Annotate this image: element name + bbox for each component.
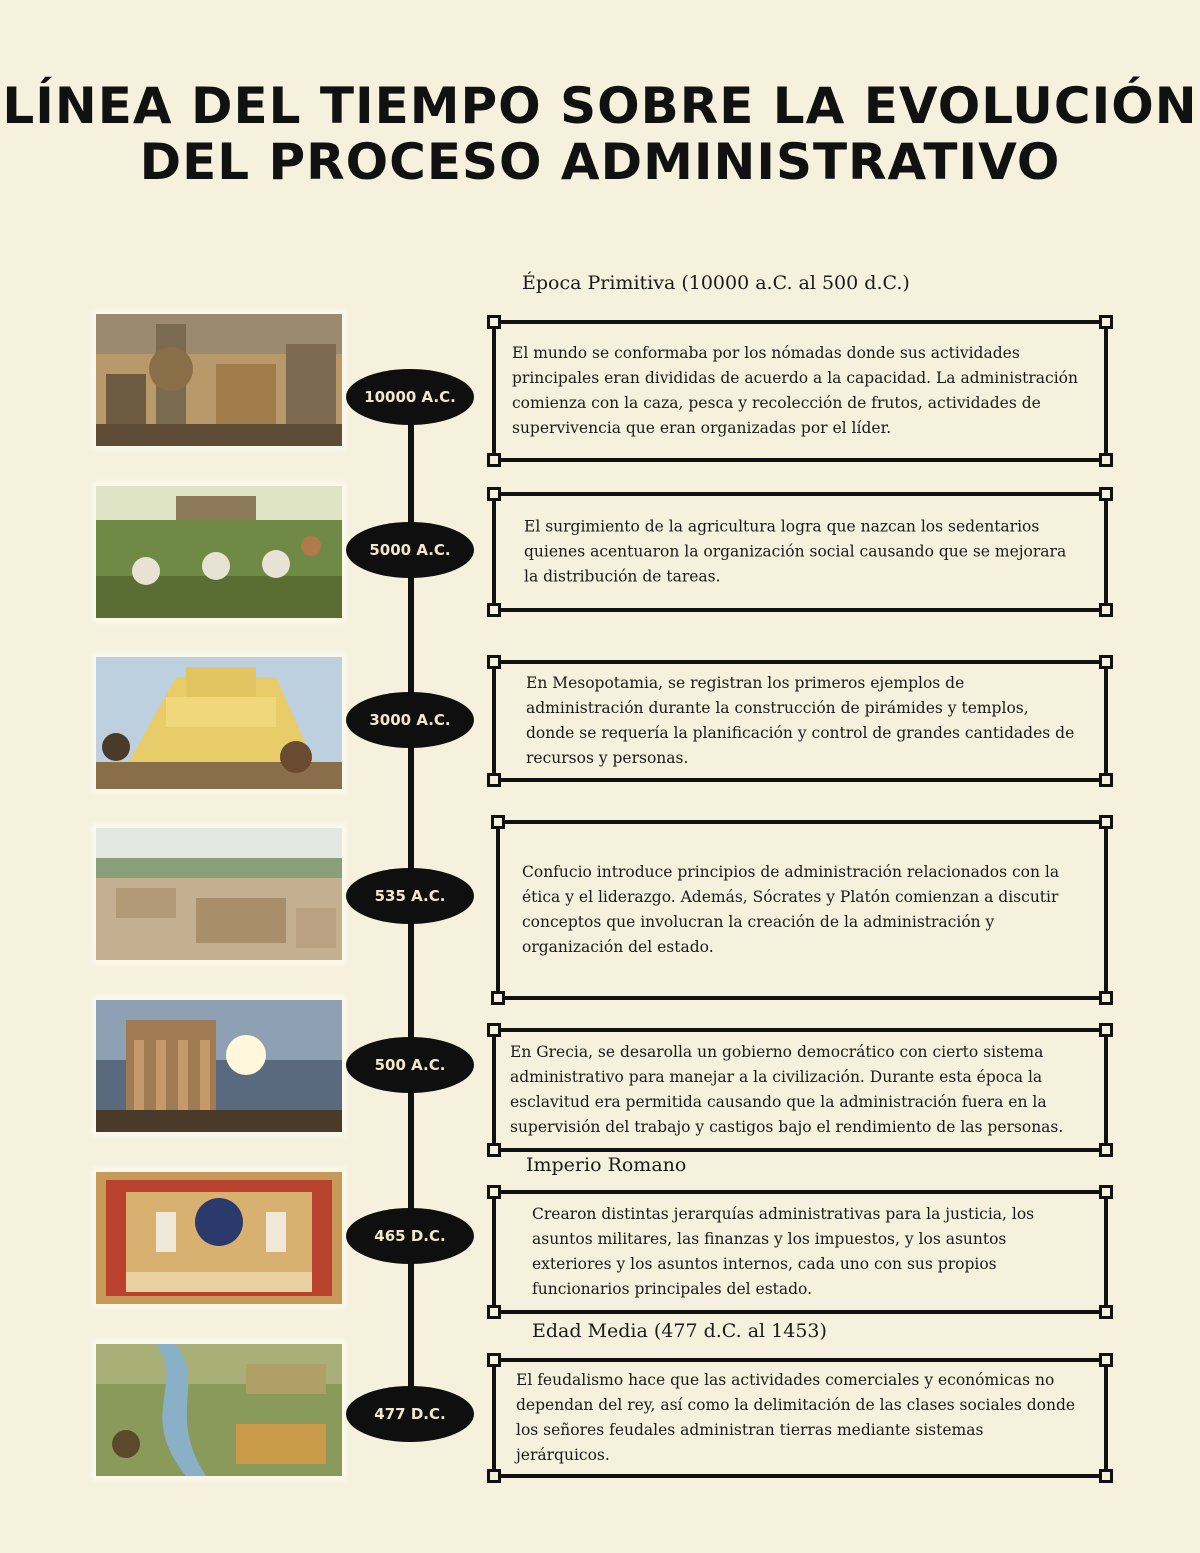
corner-ornament xyxy=(1099,1185,1113,1199)
corner-ornament xyxy=(491,991,505,1005)
corner-ornament xyxy=(491,815,505,829)
corner-ornament xyxy=(1099,773,1113,787)
event-text: En Grecia, se desarolla un gobierno democrático con cierto sistema administrativo para manejar a la civilización. Durante esta época la esclavitud era permitida causando que la administración fuera en la supervisión del trabajo y castigos bajo el rendimiento de las personas. xyxy=(510,1043,1064,1136)
date-pill: 500 A.C. xyxy=(346,1037,474,1093)
section-label-primitiva: Época Primitiva (10000 a.C. al 500 d.C.) xyxy=(522,272,910,294)
event-text: El feudalismo hace que las actividades comerciales y económicas no dependan del rey, así como la delimitación de las clases sociales donde los señores feudales administran tierras mediante sistemas jerárquicos. xyxy=(516,1371,1076,1464)
corner-ornament xyxy=(487,603,501,617)
image-medieval-fields xyxy=(96,1344,342,1476)
event-text: El surgimiento de la agricultura logra que nazcan los sedentarios quienes acentuaron la organización social causando que se mejorara la distribución de tareas. xyxy=(524,517,1067,586)
image-roman-mosaic xyxy=(96,1172,342,1304)
date-pill: 535 A.C. xyxy=(346,868,474,924)
event-box xyxy=(492,1190,1108,1314)
title-line-1: LÍNEA DEL TIEMPO SOBRE LA EVOLUCIÓN xyxy=(2,77,1198,135)
corner-ornament xyxy=(1099,1469,1113,1483)
event-box xyxy=(492,1028,1108,1152)
corner-ornament xyxy=(1099,603,1113,617)
title-line-2: DEL PROCESO ADMINISTRATIVO xyxy=(139,133,1061,191)
event-box xyxy=(492,1358,1108,1478)
corner-ornament xyxy=(487,1353,501,1367)
corner-ornament xyxy=(487,1143,501,1157)
event-text: Crearon distintas jerarquías administrativas para la justicia, los asuntos militares, las finanzas y los impuestos, y los asuntos exteriores y los asuntos internos, cada uno con sus propios funcionarios principales del estado. xyxy=(532,1205,1035,1298)
corner-ornament xyxy=(1099,1305,1113,1319)
event-box xyxy=(496,820,1108,1000)
corner-ornament xyxy=(1099,1023,1113,1037)
corner-ornament xyxy=(487,773,501,787)
corner-ornament xyxy=(1099,315,1113,329)
image-primitive-workers xyxy=(96,314,342,446)
event-box xyxy=(492,492,1108,612)
event-box xyxy=(492,320,1108,462)
corner-ornament xyxy=(487,315,501,329)
event-box xyxy=(492,660,1108,782)
image-mesopotamia xyxy=(96,657,342,789)
section-label-media: Edad Media (477 d.C. al 1453) xyxy=(532,1320,827,1342)
corner-ornament xyxy=(1099,487,1113,501)
corner-ornament xyxy=(487,655,501,669)
page-title xyxy=(0,78,1200,190)
corner-ornament xyxy=(487,453,501,467)
image-ancient-city xyxy=(96,828,342,960)
date-pill: 10000 A.C. xyxy=(346,369,474,425)
image-agriculture xyxy=(96,486,342,618)
date-pill: 477 D.C. xyxy=(346,1386,474,1442)
corner-ornament xyxy=(487,1023,501,1037)
event-text: En Mesopotamia, se registran los primeros ejemplos de administración durante la construcción de pirámides y templos, donde se requería la planificación y control de grandes cantidades de recursos y personas. xyxy=(526,674,1075,767)
event-text: El mundo se conformaba por los nómadas donde sus actividades principales eran divididas de acuerdo a la capacidad. La administración comienza con la caza, pesca y recolección de frutos, actividades de supervivencia que eran organizadas por el líder. xyxy=(512,344,1078,437)
corner-ornament xyxy=(1099,655,1113,669)
date-pill: 5000 A.C. xyxy=(346,522,474,578)
corner-ornament xyxy=(1099,1353,1113,1367)
corner-ornament xyxy=(1099,815,1113,829)
corner-ornament xyxy=(1099,1143,1113,1157)
section-label-romano: Imperio Romano xyxy=(526,1154,687,1176)
corner-ornament xyxy=(487,487,501,501)
corner-ornament xyxy=(487,1469,501,1483)
corner-ornament xyxy=(487,1305,501,1319)
date-pill: 465 D.C. xyxy=(346,1208,474,1264)
event-text: Confucio introduce principios de administración relacionados con la ética y el liderazgo. Además, Sócrates y Platón comienzan a discutir conceptos que involucran la creación de la administración y organización del estado. xyxy=(522,863,1060,956)
date-pill: 3000 A.C. xyxy=(346,692,474,748)
corner-ornament xyxy=(1099,453,1113,467)
corner-ornament xyxy=(487,1185,501,1199)
corner-ornament xyxy=(1099,991,1113,1005)
image-greek-ruins xyxy=(96,1000,342,1132)
